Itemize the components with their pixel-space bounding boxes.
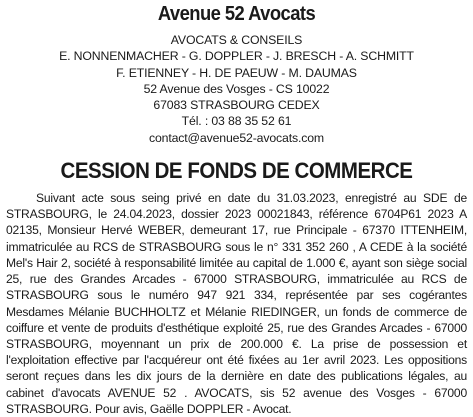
firm-subtitle: AVOCATS & CONSEILS xyxy=(170,33,303,47)
firm-email: contact@avenue52-avocats.com xyxy=(148,130,325,145)
firm-partners-line-1: E. NONNENMACHER - G. DOPPLER - J. BRESCH - A. SCHMITT xyxy=(59,49,414,64)
notice-body: Suivant acte sous seing privé en date du 31.03.2023, enregistré au SDE de STRASBOURG, le 24.04.2023, dossier 2023 00021843, référence 6704P61 2023 A 02135, Monsieur Hervé WEBER, demeurant 17, rue Principale - 67370 ITTENHEIM, immatriculée au RCS de STRASBOURG sous le n° 331 352 260 , A CEDE à la société Mel's Hair 2, société à responsabilité limitée au capital de 1.000 €, ayant son siège social 25, rue des Grandes Arcades - 67000 STRASBOURG, immatriculée au RCS de STRASBOURG sous le numéro 947 921 334, représentée par ses cogérantes Mesdames Mélanie BUCHHOLTZ et Mélanie RIEDINGER, un fonds de commerce de coiffure et vente de produits d'esthétique exploité 25, rue des Grandes Arcades - 67000 STRASBOURG, moyennant un prix de 200.000 €. La prise de possession et l'exploitation effective par l'acquéreur ont été fixées au 1er avril 2023. Les oppositions seront reçues dans les dix jours de la dernière en date des publications légales, au cabinet d'avocats AVENUE 52 . AVOCATS, sis 52 avenue des Vosges - 67000 STRASBOURG. Pour avis, Gaëlle DOPPLER - Avocat. xyxy=(6,191,467,416)
notice-title: CESSION DE FONDS DE COMMERCE xyxy=(60,158,413,184)
firm-name: Avenue 52 Avocats xyxy=(157,3,316,25)
firm-address-line-1: 52 Avenue des Vosges - CS 10022 xyxy=(143,81,330,96)
firm-address-line-2: 67083 STRASBOURG CEDEX xyxy=(153,98,320,113)
firm-phone: Tél. : 03 88 35 52 61 xyxy=(181,114,292,129)
firm-partners-line-2: F. ETIENNEY - H. DE PAEUW - M. DAUMAS xyxy=(116,65,357,80)
